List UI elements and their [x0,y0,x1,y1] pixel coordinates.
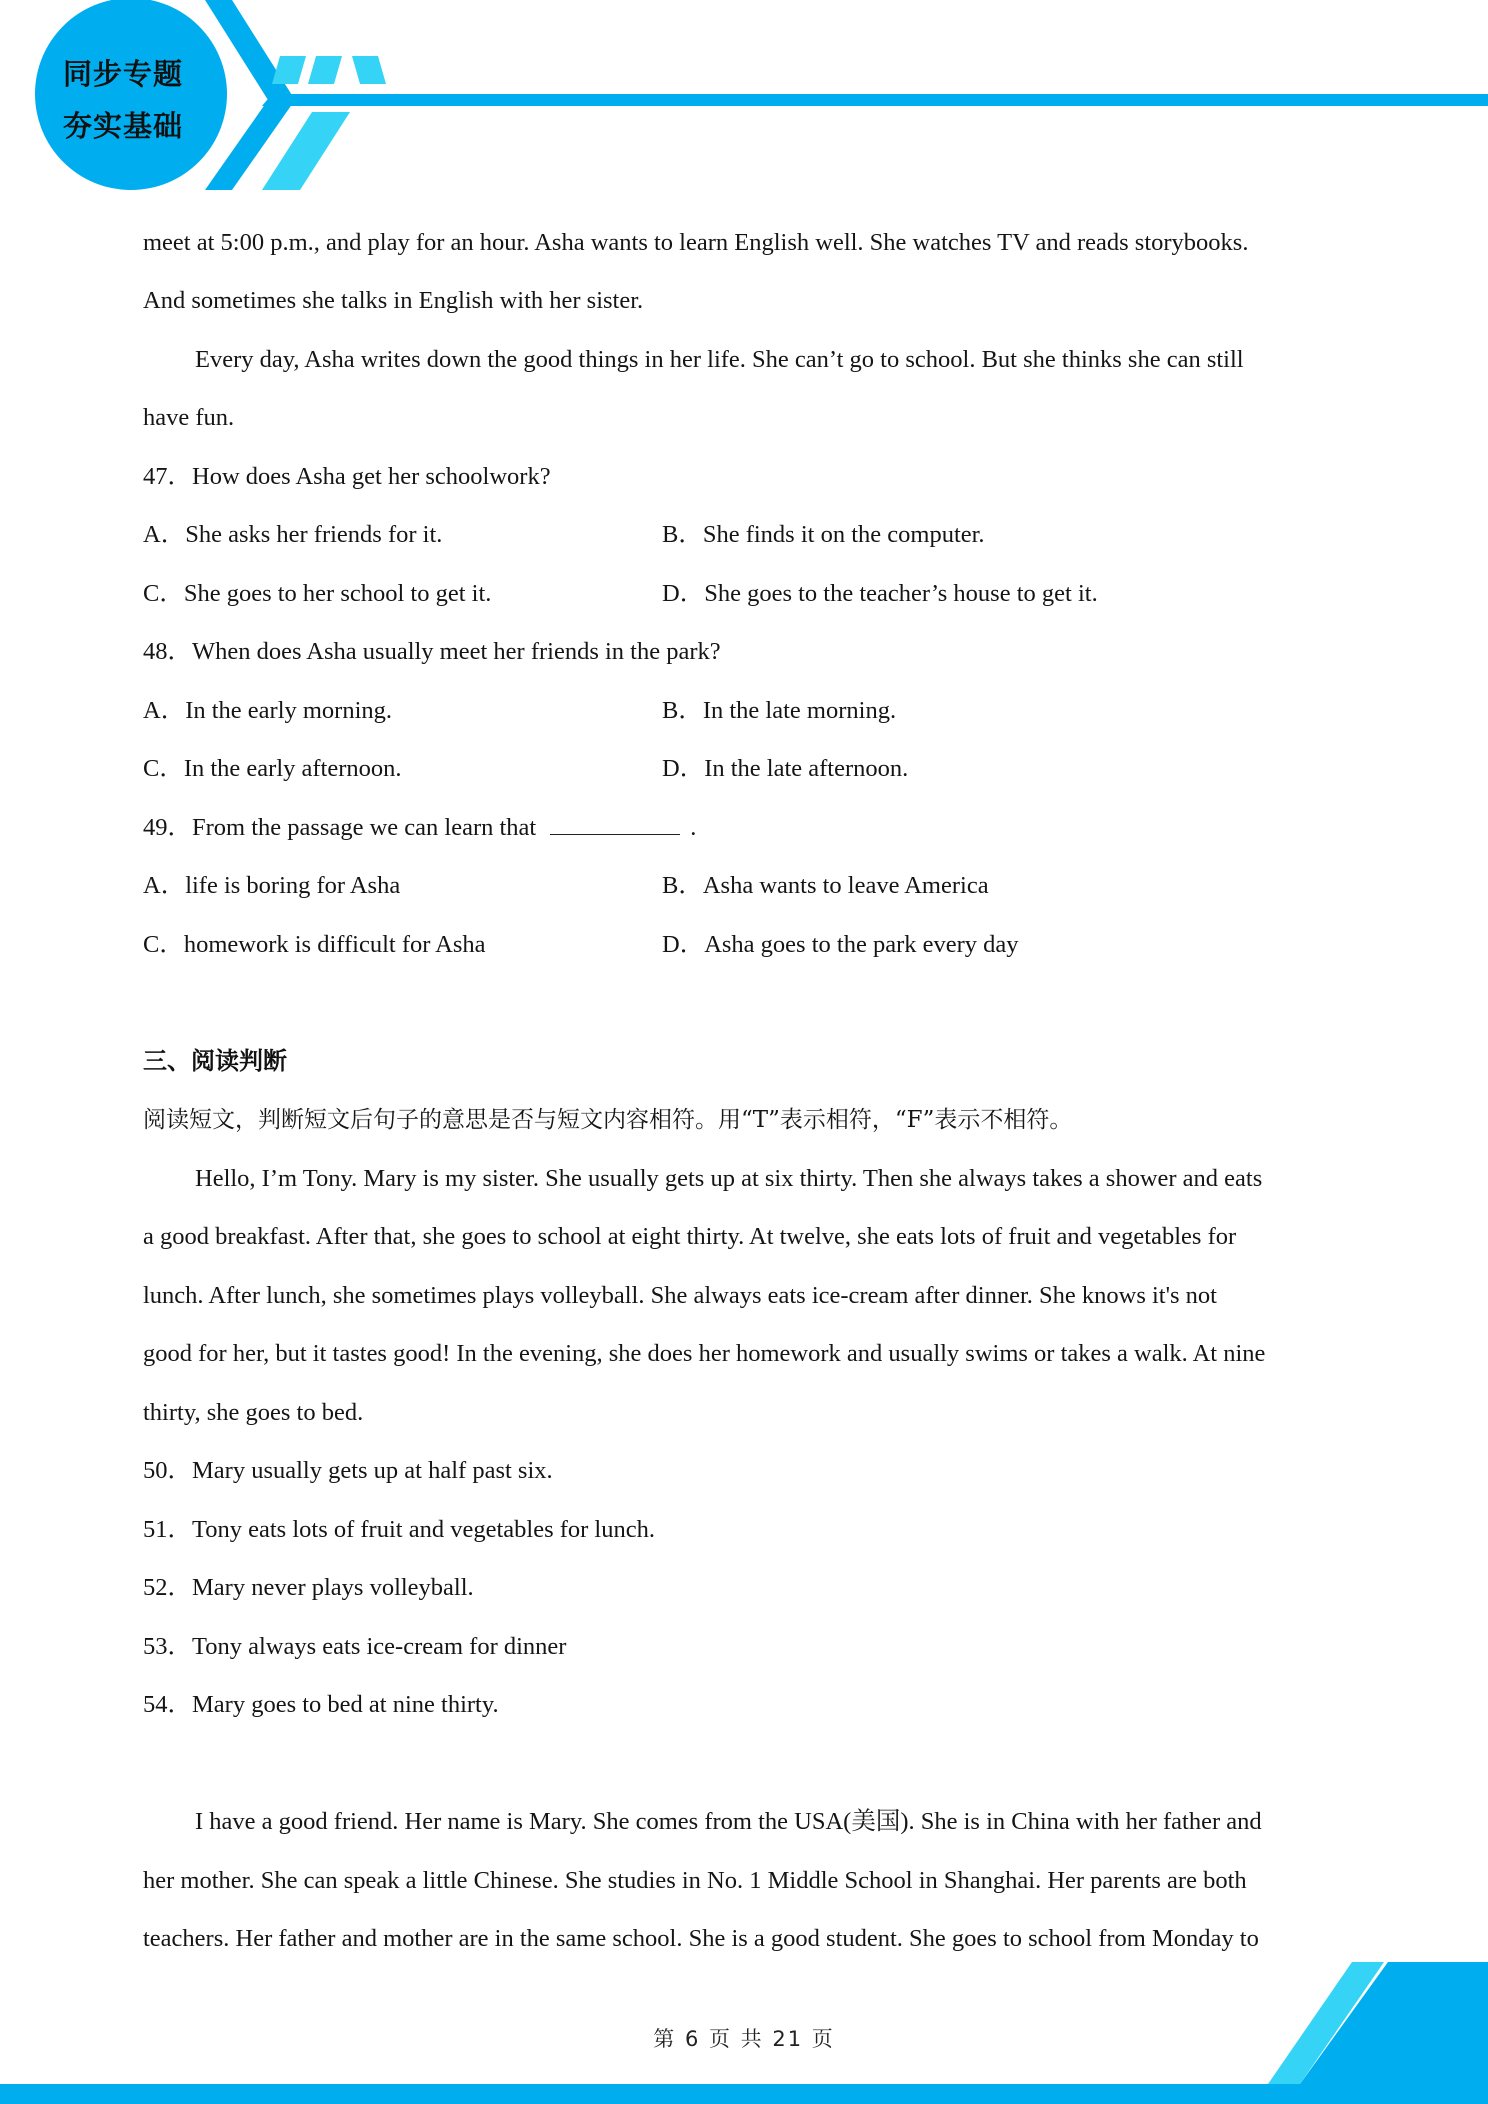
section-3-instruction: 阅读短文，判断短文后句子的意思是否与短文内容相符。用“T”表示相符，“F”表示不相符。 [143,1107,1073,1133]
question-49-option-c: C．homework is difficult for Asha [143,931,486,958]
answer-blank [550,812,680,835]
statement-52: 52．Mary never plays volleyball. [143,1574,474,1601]
badge-line-1: 同步专题 [62,57,183,91]
statement-51: 51．Tony eats lots of fruit and vegetables for lunch. [143,1516,655,1543]
question-47-option-b: B．She finds it on the computer. [662,521,985,548]
header-badge-circle [35,0,227,190]
question-47-option-c: C．She goes to her school to get it. [143,580,492,607]
passage1-line: And sometimes she talks in English with her sister. [143,287,644,314]
question-49-option-a: A．life is boring for Asha [143,872,401,899]
question-49-stem [143,812,696,844]
question-47-option-a: A．She asks her friends for it. [143,521,443,548]
passage2-line: good for her, but it tastes good! In the evening, she does her homework and usually swims or takes a walk. At nine [143,1340,1266,1367]
passage2-line: Hello, I’m Tony. Mary is my sister. She usually gets up at six thirty. Then she always takes a shower and eats [195,1165,1263,1192]
statement-50: 50．Mary usually gets up at half past six. [143,1457,553,1484]
passage3-line: teachers. Her father and mother are in the same school. She is a good student. She goes to school from Monday to [143,1925,1259,1952]
footer-bar [0,2084,1488,2104]
question-48-option-a: A．In the early morning. [143,697,393,724]
question-49-option-b: B．Asha wants to leave America [662,872,989,899]
passage2-line: lunch. After lunch, she sometimes plays volleyball. She always eats ice-cream after dinner. She knows it's not [143,1282,1217,1309]
badge-line-2: 夯实基础 [62,109,183,143]
passage1-line: meet at 5:00 p.m., and play for an hour. Asha wants to learn English well. She watches TV and reads storybooks. [143,229,1249,256]
question-48-option-b: B．In the late morning. [662,697,897,724]
passage1-line: Every day, Asha writes down the good things in her life. She can’t go to school. But she thinks she can still [195,346,1244,373]
section-3-title: 三、阅读判断 [143,1046,287,1075]
passage3-line: her mother. She can speak a little Chinese. She studies in No. 1 Middle School in Shanghai. Her parents are both [143,1867,1247,1894]
statement-54: 54．Mary goes to bed at nine thirty. [143,1691,499,1718]
passage2-line: thirty, she goes to bed. [143,1399,364,1426]
question-49-stem-end: . [690,814,697,841]
question-49-option-d: D．Asha goes to the park every day [662,931,1019,958]
header-dash-3 [352,56,386,84]
statement-53: 53．Tony always eats ice-cream for dinner [143,1633,567,1660]
question-48-stem: 48．When does Asha usually meet her friends in the park? [143,638,721,665]
question-49-stem-text: 49．From the passage we can learn that [143,814,537,841]
question-48-option-d: D．In the late afternoon. [662,755,909,782]
header-bar [262,94,1488,106]
passage1-line: have fun. [143,404,235,431]
header-banner [0,0,1488,200]
passage3-line: I have a good friend. Her name is Mary. She comes from the USA(美国). She is in China with her father and [195,1808,1262,1835]
page-number: 第 6 页 共 21 页 [653,2027,835,2051]
question-47-option-d: D．She goes to the teacher’s house to get it. [662,580,1098,607]
header-dash-1 [272,56,306,84]
question-47-stem: 47．How does Asha get her schoolwork? [143,463,551,490]
question-48-option-c: C．In the early afternoon. [143,755,402,782]
header-dash-2 [308,56,342,84]
passage2-line: a good breakfast. After that, she goes to school at eight thirty. At twelve, she eats lots of fruit and vegetables for [143,1223,1237,1250]
